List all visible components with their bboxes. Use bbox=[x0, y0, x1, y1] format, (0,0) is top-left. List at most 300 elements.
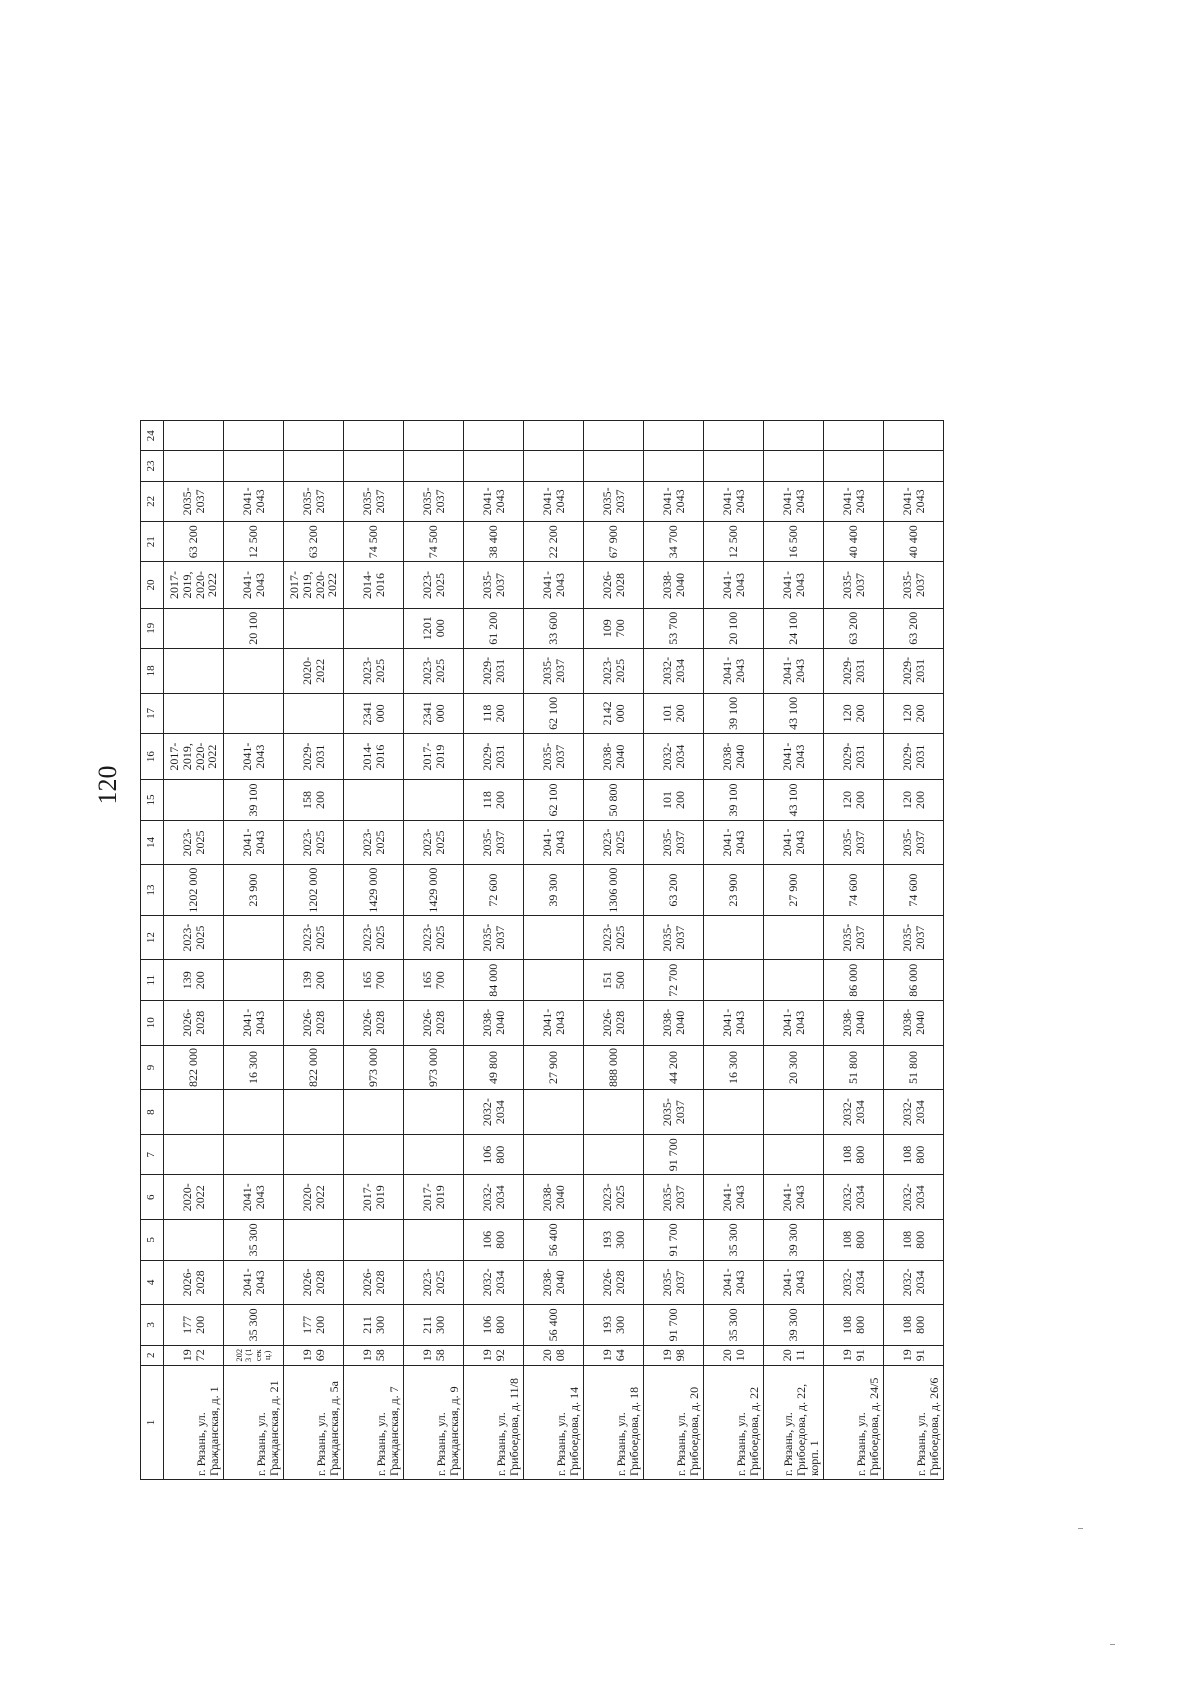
data-cell: 72 700 bbox=[644, 960, 704, 1000]
data-cell: 106 800 bbox=[464, 1220, 524, 1260]
data-cell bbox=[464, 421, 524, 451]
page-number: 120 bbox=[93, 765, 122, 805]
data-cell: 2032-2034 bbox=[464, 1090, 524, 1135]
table-row bbox=[524, 421, 584, 1480]
data-cell: 49 800 bbox=[464, 1045, 524, 1090]
data-cell: 2041-2043 bbox=[764, 1260, 824, 1305]
scan-speck bbox=[1110, 1644, 1115, 1645]
data-cell: 158 200 bbox=[284, 780, 344, 820]
data-cell: 1429 000 bbox=[344, 865, 404, 915]
data-cell bbox=[584, 421, 644, 451]
data-cell bbox=[644, 451, 704, 481]
data-cell bbox=[344, 421, 404, 451]
year-cell: 1958 bbox=[404, 1345, 464, 1365]
data-cell: 2035-2037 bbox=[644, 820, 704, 865]
column-number-cell: 24 bbox=[141, 421, 164, 451]
column-number-cell: 22 bbox=[141, 481, 164, 521]
data-cell: 16 300 bbox=[704, 1045, 764, 1090]
data-cell: 2041-2043 bbox=[224, 1175, 284, 1220]
data-cell: 822 000 bbox=[284, 1045, 344, 1090]
data-cell bbox=[524, 1135, 584, 1175]
data-cell bbox=[164, 421, 224, 451]
data-cell: 2026-2028 bbox=[164, 1260, 224, 1305]
data-cell: 118 200 bbox=[464, 780, 524, 820]
data-cell: 108 800 bbox=[824, 1135, 884, 1175]
data-cell: 23 900 bbox=[704, 865, 764, 915]
table-body bbox=[164, 421, 944, 1480]
data-cell: 2142 000 bbox=[584, 693, 644, 733]
data-cell bbox=[284, 1135, 344, 1175]
data-cell bbox=[404, 421, 464, 451]
data-cell: 51 800 bbox=[824, 1045, 884, 1090]
data-cell: 2035-2037 bbox=[464, 820, 524, 865]
data-cell: 2032-2034 bbox=[884, 1175, 944, 1220]
data-cell: 2023-2025 bbox=[344, 648, 404, 693]
data-cell: 2041-2043 bbox=[224, 734, 284, 780]
data-cell: 193 300 bbox=[584, 1305, 644, 1345]
data-cell: 2041-2043 bbox=[224, 562, 284, 608]
data-cell: 2023-2025 bbox=[164, 915, 224, 960]
data-cell bbox=[764, 960, 824, 1000]
data-cell: 888 000 bbox=[584, 1045, 644, 1090]
data-cell: 2041-2043 bbox=[524, 1000, 584, 1045]
data-cell: 2041-2043 bbox=[524, 562, 584, 608]
data-cell: 2032-2034 bbox=[644, 734, 704, 780]
table-row bbox=[224, 421, 284, 1480]
data-cell: 1429 000 bbox=[404, 865, 464, 915]
data-cell: 24 100 bbox=[764, 608, 824, 648]
data-cell: 108 800 bbox=[824, 1305, 884, 1345]
data-cell bbox=[884, 421, 944, 451]
year-cell: 1992 bbox=[464, 1345, 524, 1365]
data-cell bbox=[224, 693, 284, 733]
column-number-cell: 7 bbox=[141, 1135, 164, 1175]
data-cell: 39 300 bbox=[524, 865, 584, 915]
data-cell: 101 200 bbox=[644, 693, 704, 733]
data-cell: 22 200 bbox=[524, 522, 584, 562]
data-cell: 2035-2037 bbox=[344, 481, 404, 521]
data-cell: 2023-2025 bbox=[404, 562, 464, 608]
data-cell: 2023-2025 bbox=[404, 915, 464, 960]
data-cell: 2038-2040 bbox=[524, 1175, 584, 1220]
data-cell: 2029-2031 bbox=[824, 734, 884, 780]
data-cell: 120 200 bbox=[824, 780, 884, 820]
column-number-cell: 18 bbox=[141, 648, 164, 693]
data-cell bbox=[224, 915, 284, 960]
data-cell bbox=[524, 1090, 584, 1135]
data-cell: 53 700 bbox=[644, 608, 704, 648]
data-cell: 39 100 bbox=[704, 780, 764, 820]
data-cell bbox=[704, 1090, 764, 1135]
data-cell: 43 100 bbox=[764, 693, 824, 733]
data-cell: 2023-2025 bbox=[404, 648, 464, 693]
address-cell: г. Рязань, ул. Грибоедова, д. 18 bbox=[584, 1365, 644, 1479]
year-cell: 2023 (1 секц.) bbox=[224, 1345, 284, 1365]
data-cell: 2041-2043 bbox=[764, 562, 824, 608]
data-cell: 91 700 bbox=[644, 1220, 704, 1260]
data-cell: 120 200 bbox=[884, 693, 944, 733]
data-cell bbox=[164, 608, 224, 648]
data-cell: 2041-2043 bbox=[764, 481, 824, 521]
data-cell: 67 900 bbox=[584, 522, 644, 562]
column-number-cell: 3 bbox=[141, 1305, 164, 1345]
data-cell: 63 200 bbox=[644, 865, 704, 915]
year-cell: 1964 bbox=[584, 1345, 644, 1365]
data-cell: 2035-2037 bbox=[884, 820, 944, 865]
column-number-cell: 4 bbox=[141, 1260, 164, 1305]
address-cell: г. Рязань, ул. Грибоедова, д. 11/8 bbox=[464, 1365, 524, 1479]
data-cell: 20 100 bbox=[224, 608, 284, 648]
data-cell bbox=[284, 1090, 344, 1135]
data-cell bbox=[344, 1135, 404, 1175]
data-cell bbox=[764, 421, 824, 451]
address-cell: г. Рязань, ул. Грибоедова, д. 20 bbox=[644, 1365, 704, 1479]
column-number-cell: 13 bbox=[141, 865, 164, 915]
data-cell: 2023-2025 bbox=[344, 820, 404, 865]
data-cell: 91 700 bbox=[644, 1135, 704, 1175]
data-cell: 50 800 bbox=[584, 780, 644, 820]
column-number-cell: 15 bbox=[141, 780, 164, 820]
address-cell: г. Рязань, ул. Грибоедова, д. 24/5 bbox=[824, 1365, 884, 1479]
table-row bbox=[344, 421, 404, 1480]
data-cell bbox=[404, 780, 464, 820]
data-cell: 2026-2028 bbox=[164, 1000, 224, 1045]
data-cell: 74 600 bbox=[824, 865, 884, 915]
column-number-cell: 10 bbox=[141, 1000, 164, 1045]
data-cell: 2032-2034 bbox=[824, 1175, 884, 1220]
data-cell: 2023-2025 bbox=[584, 1175, 644, 1220]
year-cell: 1991 bbox=[824, 1345, 884, 1365]
column-number-cell: 14 bbox=[141, 820, 164, 865]
data-cell: 2035-2037 bbox=[644, 1260, 704, 1305]
data-cell: 2038-2040 bbox=[524, 1260, 584, 1305]
column-number-header bbox=[141, 421, 164, 1480]
header-row bbox=[141, 421, 164, 1480]
data-cell: 2041-2043 bbox=[224, 481, 284, 521]
data-cell: 2026-2028 bbox=[344, 1000, 404, 1045]
table-row bbox=[824, 421, 884, 1480]
data-cell: 56 400 bbox=[524, 1305, 584, 1345]
data-cell: 2035-2037 bbox=[644, 915, 704, 960]
column-number-cell: 12 bbox=[141, 915, 164, 960]
data-cell bbox=[524, 915, 584, 960]
table-row bbox=[884, 421, 944, 1480]
data-cell: 108 800 bbox=[884, 1220, 944, 1260]
year-cell: 2011 bbox=[764, 1345, 824, 1365]
data-cell: 2029-2031 bbox=[464, 648, 524, 693]
table-row bbox=[284, 421, 344, 1480]
data-cell bbox=[764, 915, 824, 960]
data-cell bbox=[284, 1220, 344, 1260]
data-cell: 2032-2034 bbox=[464, 1260, 524, 1305]
data-cell: 101 200 bbox=[644, 780, 704, 820]
data-cell bbox=[224, 451, 284, 481]
data-cell: 16 300 bbox=[224, 1045, 284, 1090]
data-cell: 118 200 bbox=[464, 693, 524, 733]
data-cell bbox=[524, 451, 584, 481]
data-cell: 2020-2022 bbox=[284, 648, 344, 693]
data-cell bbox=[344, 780, 404, 820]
data-cell bbox=[164, 693, 224, 733]
address-cell: г. Рязань, ул. Гражданская, д. 9 bbox=[404, 1365, 464, 1479]
address-cell: г. Рязань, ул. Грибоедова, д. 22, корп. 1 bbox=[764, 1365, 824, 1479]
data-cell: 2014-2016 bbox=[344, 734, 404, 780]
address-cell: г. Рязань, ул. Грибоедова, д. 14 bbox=[524, 1365, 584, 1479]
column-number-cell: 2 bbox=[141, 1345, 164, 1365]
data-cell bbox=[344, 1220, 404, 1260]
data-cell: 84 000 bbox=[464, 960, 524, 1000]
table-row bbox=[764, 421, 824, 1480]
scan-speck bbox=[1078, 1528, 1083, 1529]
data-cell: 2023-2025 bbox=[284, 915, 344, 960]
data-cell: 2023-2025 bbox=[404, 1260, 464, 1305]
data-cell: 2026-2028 bbox=[284, 1260, 344, 1305]
data-cell: 2023-2025 bbox=[584, 915, 644, 960]
data-cell: 2032-2034 bbox=[824, 1090, 884, 1135]
year-cell: 2008 bbox=[524, 1345, 584, 1365]
table-row bbox=[164, 421, 224, 1480]
data-cell: 2035-2037 bbox=[464, 562, 524, 608]
data-cell bbox=[704, 421, 764, 451]
data-cell: 2038-2040 bbox=[884, 1000, 944, 1045]
data-cell bbox=[164, 1220, 224, 1260]
data-cell bbox=[164, 648, 224, 693]
data-cell: 165 700 bbox=[404, 960, 464, 1000]
data-cell: 2038-2040 bbox=[824, 1000, 884, 1045]
column-number-cell: 16 bbox=[141, 734, 164, 780]
data-cell: 2026-2028 bbox=[404, 1000, 464, 1045]
data-cell: 109 700 bbox=[584, 608, 644, 648]
address-cell: г. Рязань, ул. Грибоедова, д. 22 bbox=[704, 1365, 764, 1479]
data-cell: 39 300 bbox=[764, 1305, 824, 1345]
data-cell: 2032-2034 bbox=[824, 1260, 884, 1305]
data-cell: 2041-2043 bbox=[224, 1000, 284, 1045]
data-cell: 139 200 bbox=[284, 960, 344, 1000]
data-cell: 2017-2019 bbox=[404, 1175, 464, 1220]
data-cell: 2041-2043 bbox=[464, 481, 524, 521]
data-cell bbox=[824, 451, 884, 481]
data-cell: 2041-2043 bbox=[704, 820, 764, 865]
data-cell: 2023-2025 bbox=[584, 820, 644, 865]
year-cell: 1972 bbox=[164, 1345, 224, 1365]
data-cell bbox=[284, 421, 344, 451]
data-cell: 2041-2043 bbox=[704, 648, 764, 693]
data-cell: 20 300 bbox=[764, 1045, 824, 1090]
data-cell: 108 800 bbox=[824, 1220, 884, 1260]
data-cell: 2041-2043 bbox=[224, 1260, 284, 1305]
data-cell: 2029-2031 bbox=[284, 734, 344, 780]
data-cell: 2041-2043 bbox=[704, 1260, 764, 1305]
data-cell bbox=[284, 608, 344, 648]
data-cell bbox=[764, 1090, 824, 1135]
data-cell: 2017-2019 bbox=[404, 734, 464, 780]
data-cell: 40 400 bbox=[824, 522, 884, 562]
data-cell: 2035-2037 bbox=[824, 915, 884, 960]
data-cell bbox=[344, 451, 404, 481]
data-cell: 165 700 bbox=[344, 960, 404, 1000]
data-cell: 33 600 bbox=[524, 608, 584, 648]
data-cell: 27 900 bbox=[524, 1045, 584, 1090]
data-cell: 2035-2037 bbox=[164, 481, 224, 521]
data-cell: 2032-2034 bbox=[884, 1260, 944, 1305]
data-cell bbox=[164, 1090, 224, 1135]
data-cell: 20 100 bbox=[704, 608, 764, 648]
data-cell: 2026-2028 bbox=[344, 1260, 404, 1305]
data-cell bbox=[344, 608, 404, 648]
data-cell: 2032-2034 bbox=[464, 1175, 524, 1220]
table-row bbox=[704, 421, 764, 1480]
data-cell: 2032-2034 bbox=[884, 1090, 944, 1135]
data-cell bbox=[404, 1135, 464, 1175]
data-cell: 16 500 bbox=[764, 522, 824, 562]
data-cell: 23 900 bbox=[224, 865, 284, 915]
data-cell: 35 300 bbox=[224, 1305, 284, 1345]
data-cell: 39 100 bbox=[224, 780, 284, 820]
data-cell: 2023-2025 bbox=[164, 820, 224, 865]
column-number-cell: 20 bbox=[141, 562, 164, 608]
data-cell: 2017-2019, 2020-2022 bbox=[164, 562, 224, 608]
data-cell: 2035-2037 bbox=[824, 820, 884, 865]
data-cell: 1306 000 bbox=[584, 865, 644, 915]
data-cell: 56 400 bbox=[524, 1220, 584, 1260]
data-cell: 2023-2025 bbox=[584, 648, 644, 693]
repair-schedule-table bbox=[140, 420, 944, 1480]
data-cell: 2035-2037 bbox=[524, 648, 584, 693]
data-cell: 2017-2019, 2020-2022 bbox=[284, 562, 344, 608]
data-cell bbox=[224, 421, 284, 451]
data-cell: 822 000 bbox=[164, 1045, 224, 1090]
data-cell: 86 000 bbox=[824, 960, 884, 1000]
data-cell bbox=[284, 693, 344, 733]
data-cell bbox=[764, 451, 824, 481]
data-cell: 2041-2043 bbox=[644, 481, 704, 521]
data-cell: 62 100 bbox=[524, 693, 584, 733]
data-cell: 2041-2043 bbox=[524, 481, 584, 521]
data-cell bbox=[524, 960, 584, 1000]
year-cell: 1998 bbox=[644, 1345, 704, 1365]
data-cell: 2026-2028 bbox=[584, 562, 644, 608]
data-cell bbox=[404, 1220, 464, 1260]
column-number-cell: 5 bbox=[141, 1220, 164, 1260]
data-cell: 2029-2031 bbox=[824, 648, 884, 693]
data-cell: 63 200 bbox=[284, 522, 344, 562]
data-cell bbox=[584, 1135, 644, 1175]
data-cell: 2035-2037 bbox=[524, 734, 584, 780]
data-cell: 2041-2043 bbox=[764, 820, 824, 865]
data-cell: 2035-2037 bbox=[884, 915, 944, 960]
data-cell: 12 500 bbox=[224, 522, 284, 562]
data-cell bbox=[224, 1135, 284, 1175]
data-cell bbox=[164, 1135, 224, 1175]
data-cell: 38 400 bbox=[464, 522, 524, 562]
table-row bbox=[584, 421, 644, 1480]
data-cell: 2041-2043 bbox=[524, 820, 584, 865]
year-cell: 1958 bbox=[344, 1345, 404, 1365]
data-cell: 2038-2040 bbox=[584, 734, 644, 780]
data-cell bbox=[584, 451, 644, 481]
data-cell: 62 100 bbox=[524, 780, 584, 820]
data-cell bbox=[704, 1135, 764, 1175]
data-cell: 51 800 bbox=[884, 1045, 944, 1090]
column-number-cell: 1 bbox=[141, 1365, 164, 1479]
data-cell: 1202 000 bbox=[284, 865, 344, 915]
data-cell: 63 200 bbox=[824, 608, 884, 648]
address-cell: г. Рязань, ул. Гражданская, д. 1 bbox=[164, 1365, 224, 1479]
data-cell: 2026-2028 bbox=[584, 1000, 644, 1045]
column-number-cell: 23 bbox=[141, 451, 164, 481]
data-cell: 139 200 bbox=[164, 960, 224, 1000]
data-cell bbox=[884, 451, 944, 481]
data-cell: 177 200 bbox=[164, 1305, 224, 1345]
data-cell: 2341 000 bbox=[404, 693, 464, 733]
column-number-cell: 11 bbox=[141, 960, 164, 1000]
data-cell: 106 800 bbox=[464, 1305, 524, 1345]
data-cell: 34 700 bbox=[644, 522, 704, 562]
data-cell: 44 200 bbox=[644, 1045, 704, 1090]
data-cell: 2041-2043 bbox=[884, 481, 944, 521]
data-cell: 2035-2037 bbox=[584, 481, 644, 521]
data-cell: 2035-2037 bbox=[644, 1175, 704, 1220]
table-row bbox=[464, 421, 524, 1480]
data-cell: 2023-2025 bbox=[284, 820, 344, 865]
data-cell: 2038-2040 bbox=[644, 562, 704, 608]
address-cell: г. Рязань, ул. Гражданская, д. 21 bbox=[224, 1365, 284, 1479]
data-cell: 2026-2028 bbox=[584, 1260, 644, 1305]
table-row bbox=[644, 421, 704, 1480]
data-cell: 2035-2037 bbox=[464, 915, 524, 960]
data-cell bbox=[584, 1090, 644, 1135]
data-cell: 43 100 bbox=[764, 780, 824, 820]
data-cell: 151 500 bbox=[584, 960, 644, 1000]
data-cell: 61 200 bbox=[464, 608, 524, 648]
data-cell: 2035-2037 bbox=[644, 1090, 704, 1135]
data-cell: 27 900 bbox=[764, 865, 824, 915]
column-number-cell: 8 bbox=[141, 1090, 164, 1135]
data-cell: 108 800 bbox=[884, 1305, 944, 1345]
data-cell: 2017-2019, 2020-2022 bbox=[164, 734, 224, 780]
data-cell: 1201 000 bbox=[404, 608, 464, 648]
data-cell: 63 200 bbox=[164, 522, 224, 562]
data-cell: 2020-2022 bbox=[164, 1175, 224, 1220]
data-cell: 2041-2043 bbox=[224, 820, 284, 865]
year-cell: 2010 bbox=[704, 1345, 764, 1365]
data-cell: 2041-2043 bbox=[704, 562, 764, 608]
data-cell: 2029-2031 bbox=[884, 648, 944, 693]
data-cell: 35 300 bbox=[224, 1220, 284, 1260]
data-cell bbox=[704, 451, 764, 481]
data-cell: 973 000 bbox=[404, 1045, 464, 1090]
data-cell: 63 200 bbox=[884, 608, 944, 648]
data-cell: 2023-2025 bbox=[404, 820, 464, 865]
data-cell: 211 300 bbox=[344, 1305, 404, 1345]
year-cell: 1991 bbox=[884, 1345, 944, 1365]
data-cell: 12 500 bbox=[704, 522, 764, 562]
data-cell: 2041-2043 bbox=[704, 1175, 764, 1220]
data-cell: 2029-2031 bbox=[884, 734, 944, 780]
data-cell bbox=[284, 451, 344, 481]
data-cell: 2035-2037 bbox=[404, 481, 464, 521]
data-cell: 2035-2037 bbox=[284, 481, 344, 521]
rotated-table-wrapper bbox=[140, 420, 944, 1480]
data-cell bbox=[824, 421, 884, 451]
data-cell: 2035-2037 bbox=[824, 562, 884, 608]
data-cell bbox=[164, 780, 224, 820]
data-cell: 2041-2043 bbox=[704, 481, 764, 521]
data-cell: 1202 000 bbox=[164, 865, 224, 915]
data-cell: 39 100 bbox=[704, 693, 764, 733]
data-cell bbox=[344, 1090, 404, 1135]
data-cell: 91 700 bbox=[644, 1305, 704, 1345]
